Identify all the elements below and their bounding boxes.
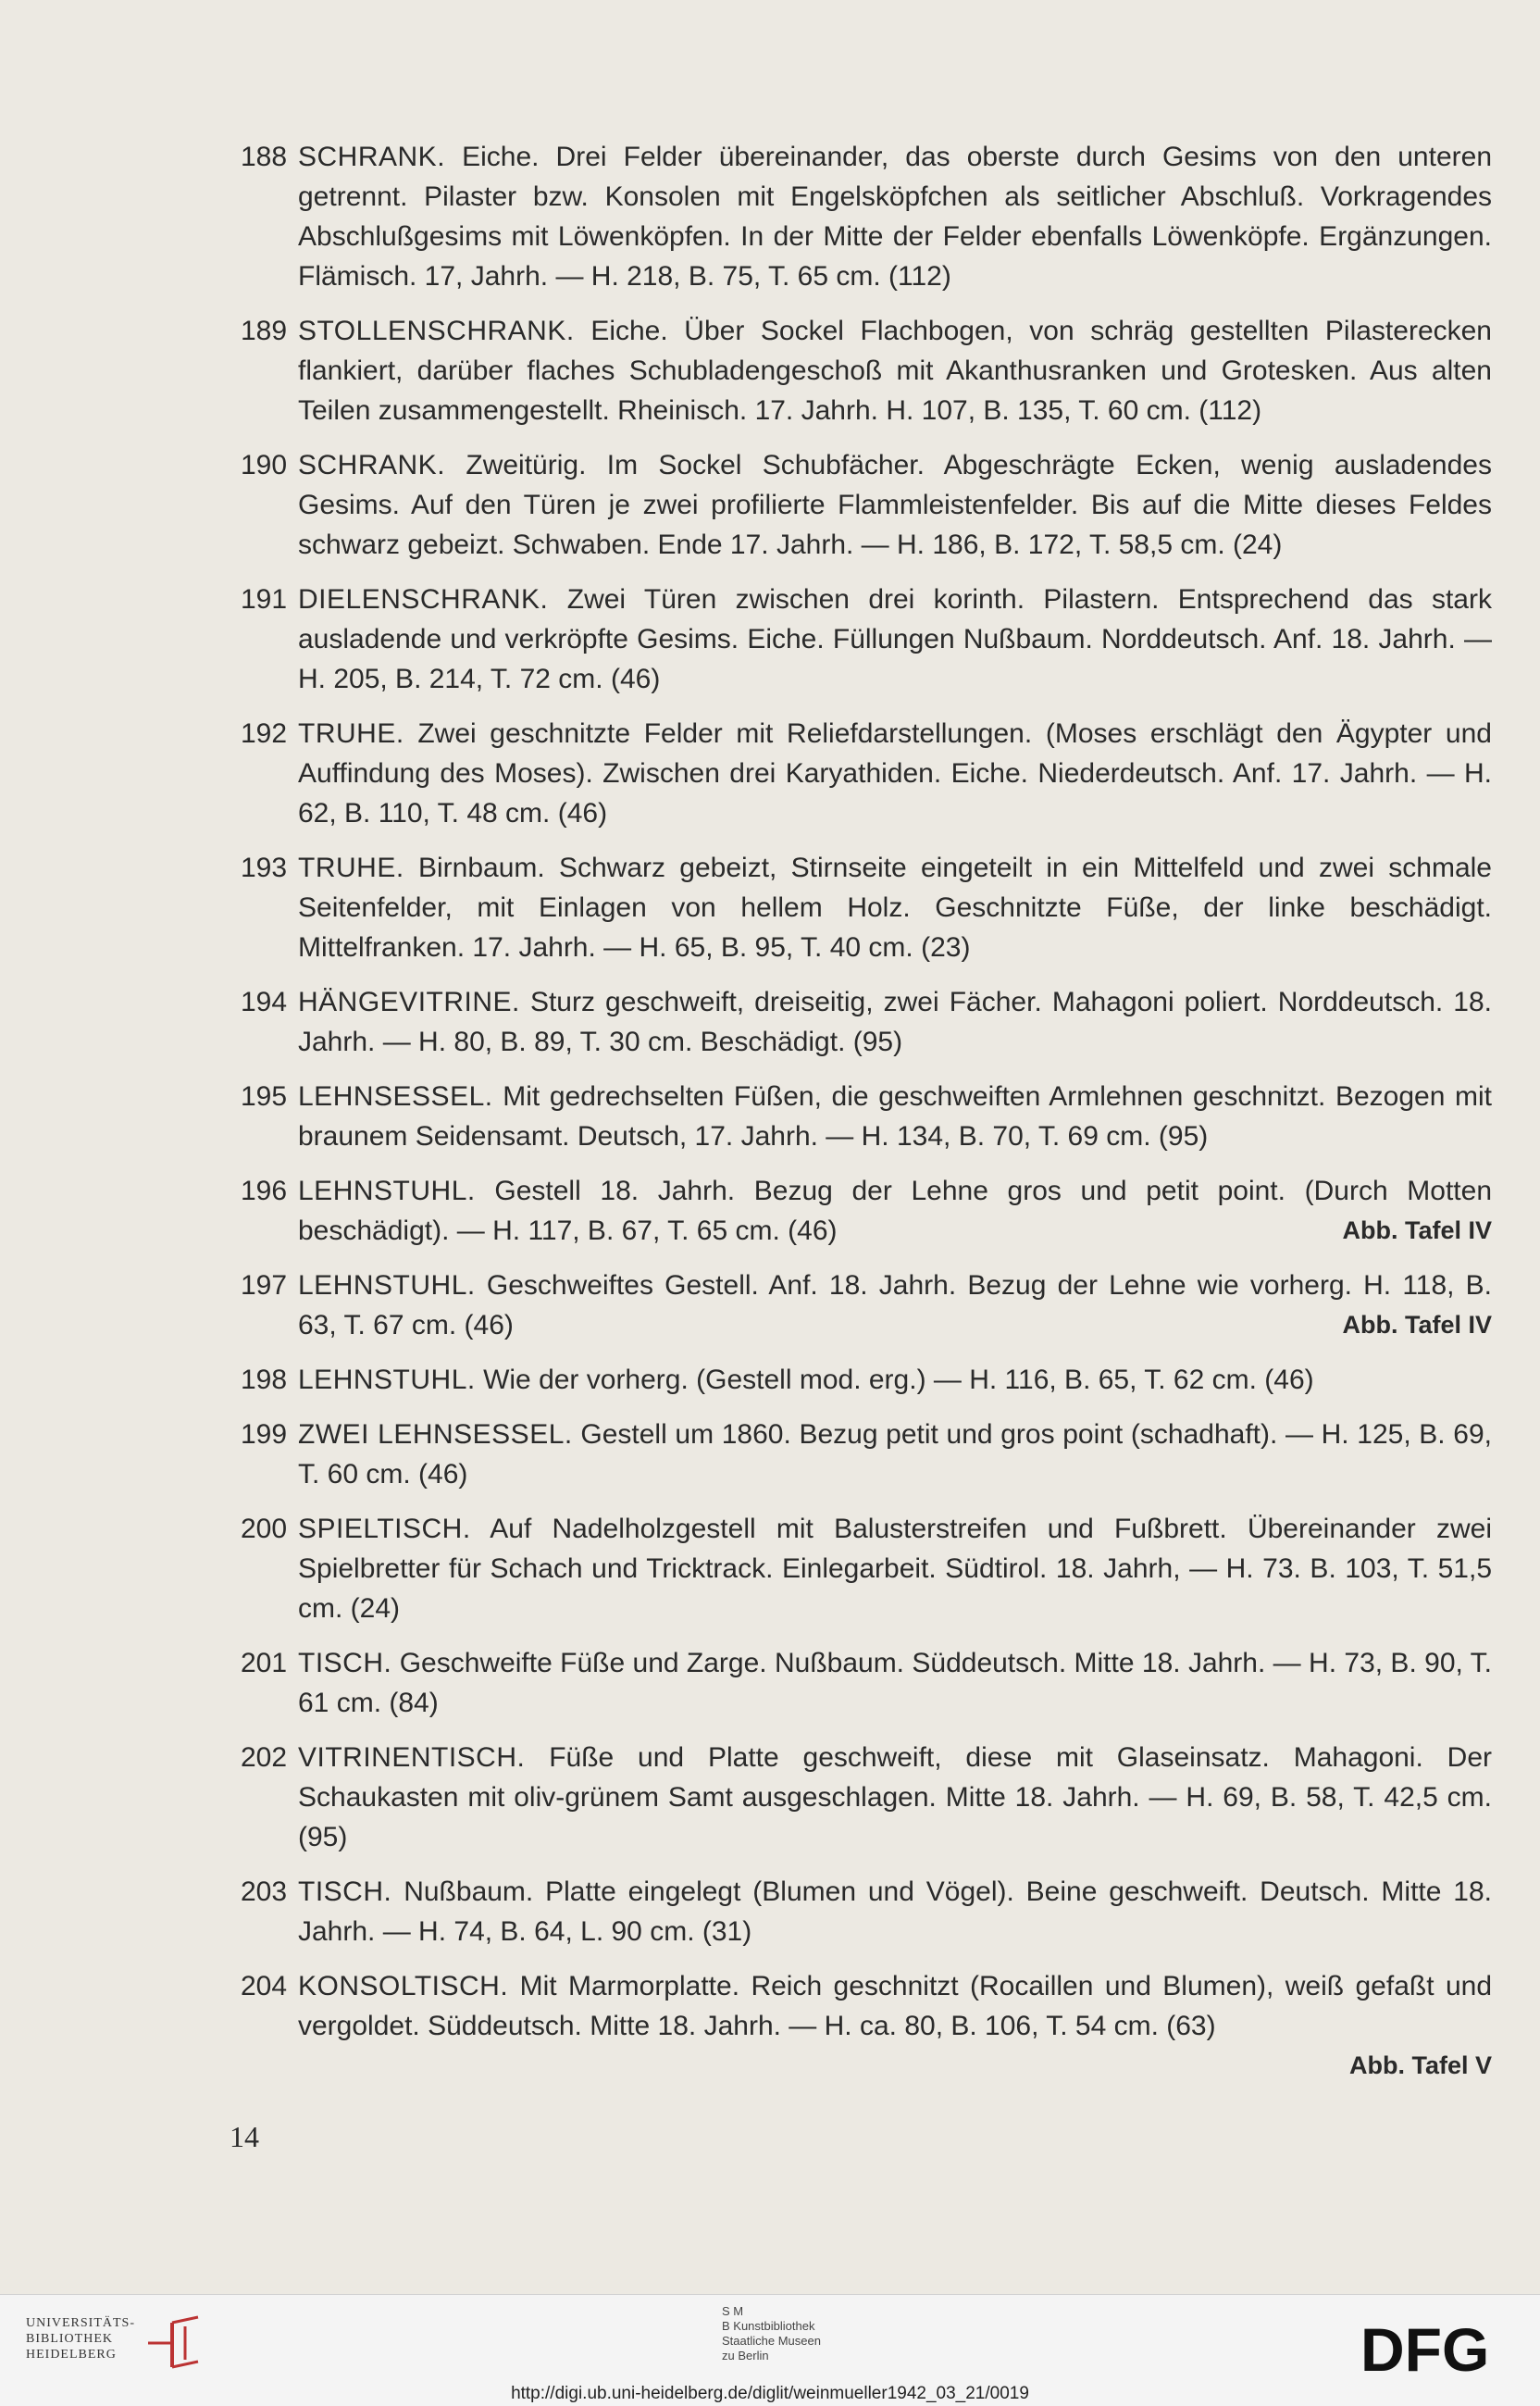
- dfg-logo-text: DFG: [1360, 2317, 1490, 2378]
- entry-title: TRUHE.: [298, 853, 404, 883]
- entry-number: 204: [241, 1971, 288, 2001]
- entry-description: Mit gedrechselten Füßen, die geschweiften Armlehnen geschnitzt. Bezogen mit braunem Seidensamt. Deutsch, 17. Jahrh. — H. 134, B. 70, T. 69 cm. (95): [298, 1081, 1492, 1152]
- entry-title: HÄNGEVITRINE.: [298, 987, 520, 1017]
- entry-number: 191: [241, 584, 288, 615]
- entry-title: ZWEI LEHNSESSEL.: [298, 1419, 573, 1450]
- museum-stamp: S M B Kunstbibliothek Staatliche Museen zu Berlin: [722, 2304, 821, 2362]
- entry-title: TISCH.: [298, 1876, 392, 1907]
- entry-title: KONSOLTISCH.: [298, 1971, 509, 2001]
- entry-title: LEHNSESSEL.: [298, 1081, 493, 1112]
- entry-number: 196: [241, 1176, 288, 1206]
- university-library-logo[interactable]: [26, 2312, 211, 2376]
- entry-description: Geschweifte Füße und Zarge. Nußbaum. Süddeutsch. Mitte 18. Jahrh. — H. 73, B. 90, T. 61 cm. (84): [298, 1648, 1492, 1718]
- entry-title: SCHRANK.: [298, 450, 446, 480]
- catalog-entry: [242, 311, 1492, 430]
- entry-title: DIELENSCHRANK.: [298, 584, 549, 615]
- entry-title: STOLLENSCHRANK.: [298, 316, 575, 346]
- catalog-entry: [242, 1738, 1492, 1857]
- entry-number: 198: [241, 1365, 288, 1395]
- entry-description: Sturz geschweift, dreiseitig, zwei Fächer. Mahagoni poliert. Norddeutsch. 18. Jahrh. — H. 80, B. 89, T. 30 cm. Beschädigt. (95): [298, 987, 1492, 1057]
- catalog-entry: [242, 982, 1492, 1062]
- entry-title: LEHNSTUHL.: [298, 1176, 476, 1206]
- entry-description: Nußbaum. Platte eingelegt (Blumen und Vögel). Beine geschweift. Deutsch. Mitte 18. Jahrh. — H. 74, B. 64, L. 90 cm. (31): [298, 1876, 1492, 1947]
- entry-title: SPIELTISCH.: [298, 1514, 471, 1544]
- entry-title: LEHNSTUHL.: [298, 1270, 476, 1301]
- entry-number: 200: [241, 1514, 288, 1544]
- entry-number: 203: [241, 1876, 288, 1907]
- library-mark-icon: [144, 2313, 209, 2373]
- entry-number: 192: [241, 718, 288, 749]
- catalog-entry: [242, 137, 1492, 296]
- entry-number: 189: [241, 316, 288, 346]
- catalog-entry: [242, 1872, 1492, 1951]
- entry-description: Geschweiftes Gestell. Anf. 18. Jahrh. Bezug der Lehne wie vorherg. H. 118, B. 63, T. 67 cm. (46): [298, 1270, 1492, 1340]
- entry-title: VITRINENTISCH.: [298, 1742, 526, 1773]
- entry-description: Gestell um 1860. Bezug petit und gros point (schadhaft). — H. 125, B. 69, T. 60 cm. (46): [298, 1419, 1492, 1490]
- entry-description: Eiche. Drei Felder übereinander, das oberste durch Gesims von den unteren getrennt. Pilaster bzw. Konsolen mit Engelsköpfchen als seitlicher Abschluß. Vorkragendes Abschlußgesims mit Löwenköpfen. In der Mitte der Felder ebenfalls Löwenköpfe. Ergänzungen. Flämisch. 17, Jahrh. — H. 218, B. 75, T. 65 cm. (112): [298, 142, 1493, 292]
- catalog-entry: [242, 1360, 1492, 1400]
- catalog-entry: [242, 848, 1492, 967]
- catalog-entry: [242, 1077, 1492, 1156]
- plate-reference: Abb. Tafel V: [1348, 2051, 1492, 2079]
- entry-number: 201: [241, 1648, 288, 1678]
- entry-number: 193: [241, 853, 288, 883]
- catalog-entry: [242, 714, 1492, 833]
- entry-title: SCHRANK.: [298, 142, 446, 172]
- entry-description: Gestell 18. Jahrh. Bezug der Lehne gros und petit point. (Durch Motten beschädigt). — H. 117, B. 67, T. 65 cm. (46): [298, 1176, 1493, 1246]
- entry-title: TISCH.: [298, 1648, 392, 1678]
- entry-title: LEHNSTUHL.: [298, 1365, 476, 1395]
- dfg-logo[interactable]: [1360, 2317, 1518, 2378]
- entry-number: 197: [241, 1270, 288, 1301]
- entry-description: Füße und Platte geschweift, diese mit Glaseinsatz. Mahagoni. Der Schaukasten mit oliv-grünem Samt ausgeschlagen. Mitte 18. Jahrh. — H. 69, B. 58, T. 42,5 cm. (95): [298, 1742, 1492, 1852]
- entry-number: 195: [241, 1081, 288, 1112]
- catalog-entry: [242, 1643, 1492, 1723]
- catalog-entry: [242, 1415, 1492, 1494]
- plate-reference: Abb. Tafel IV: [1342, 1216, 1492, 1244]
- entry-description: Mit Marmorplatte. Reich geschnitzt (Rocaillen und Blumen), weiß gefaßt und vergoldet. Süddeutsch. Mitte 18. Jahrh. — H. ca. 80, B. 106, T. 54 cm. (63): [298, 1971, 1492, 2041]
- entry-description: Wie der vorherg. (Gestell mod. erg.) — H. 116, B. 65, T. 62 cm. (46): [483, 1365, 1314, 1395]
- catalog-entry: [242, 1509, 1492, 1628]
- entry-number: 194: [241, 987, 288, 1017]
- entry-title: TRUHE.: [298, 718, 404, 749]
- entry-description: Birnbaum. Schwarz gebeizt, Stirnseite eingeteilt in ein Mittelfeld und zwei schmale Seitenfelder, mit Einlagen von hellem Holz. Geschnitzte Füße, der linke beschädigt. Mittelfranken. 17. Jahrh. — H. 65, B. 95, T. 40 cm. (23): [298, 853, 1492, 963]
- catalog-entries: [242, 137, 1492, 2101]
- plate-reference: Abb. Tafel IV: [1342, 1311, 1492, 1339]
- entry-number: 188: [241, 142, 288, 172]
- catalog-entry: [242, 580, 1492, 699]
- entry-number: 202: [241, 1742, 288, 1773]
- university-library-logo-text: UNIVERSITÄTS- BIBLIOTHEK HEIDELBERG: [26, 2316, 135, 2362]
- catalog-entry: [242, 445, 1492, 565]
- page-url-link[interactable]: http://digi.ub.uni-heidelberg.de/diglit/weinmueller1942_03_21/0019: [511, 2384, 1029, 2403]
- entry-number: 190: [241, 450, 288, 480]
- entry-description: Eiche. Über Sockel Flachbogen, von schräg gestellten Pilasterecken flankiert, darüber flaches Schubladengeschoß mit Akanthusranken und Grotesken. Aus alten Teilen zusammengestellt. Rheinisch. 17. Jahrh. H. 107, B. 135, T. 60 cm. (112): [298, 316, 1492, 426]
- page-number: 14: [230, 2120, 259, 2153]
- entry-description: Zweitürig. Im Sockel Schubfächer. Abgeschrägte Ecken, wenig ausladendes Gesims. Auf den Türen je zwei profilierte Flammleistenfelder. Bis auf die Mitte dieses Feldes schwarz gebeizt. Schwaben. Ende 17. Jahrh. — H. 186, B. 172, T. 58,5 cm. (24): [298, 450, 1492, 560]
- entry-description: Auf Nadelholzgestell mit Balusterstreifen und Fußbrett. Übereinander zwei Spielbretter für Schach und Tricktrack. Einlegarbeit. Südtirol. 18. Jahrh, — H. 73. B. 103, T. 51,5 cm. (24): [298, 1514, 1492, 1624]
- catalog-entry: [242, 1171, 1492, 1251]
- entry-description: Zwei Türen zwischen drei korinth. Pilastern. Entsprechend das stark ausladende und verkröpfte Gesims. Eiche. Füllungen Nußbaum. Norddeutsch. Anf. 18. Jahrh. — H. 205, B. 214, T. 72 cm. (46): [298, 584, 1492, 694]
- entry-description: Zwei geschnitzte Felder mit Reliefdarstellungen. (Moses erschlägt den Ägypter und Auffindung des Moses). Zwischen drei Karyathiden. Eiche. Niederdeutsch. Anf. 17. Jahrh. — H. 62, B. 110, T. 48 cm. (46): [298, 718, 1492, 829]
- catalog-entry: [242, 1265, 1492, 1345]
- catalog-entry: [242, 1966, 1492, 2086]
- entry-number: 199: [241, 1419, 288, 1450]
- viewer-footer: [0, 2294, 1540, 2406]
